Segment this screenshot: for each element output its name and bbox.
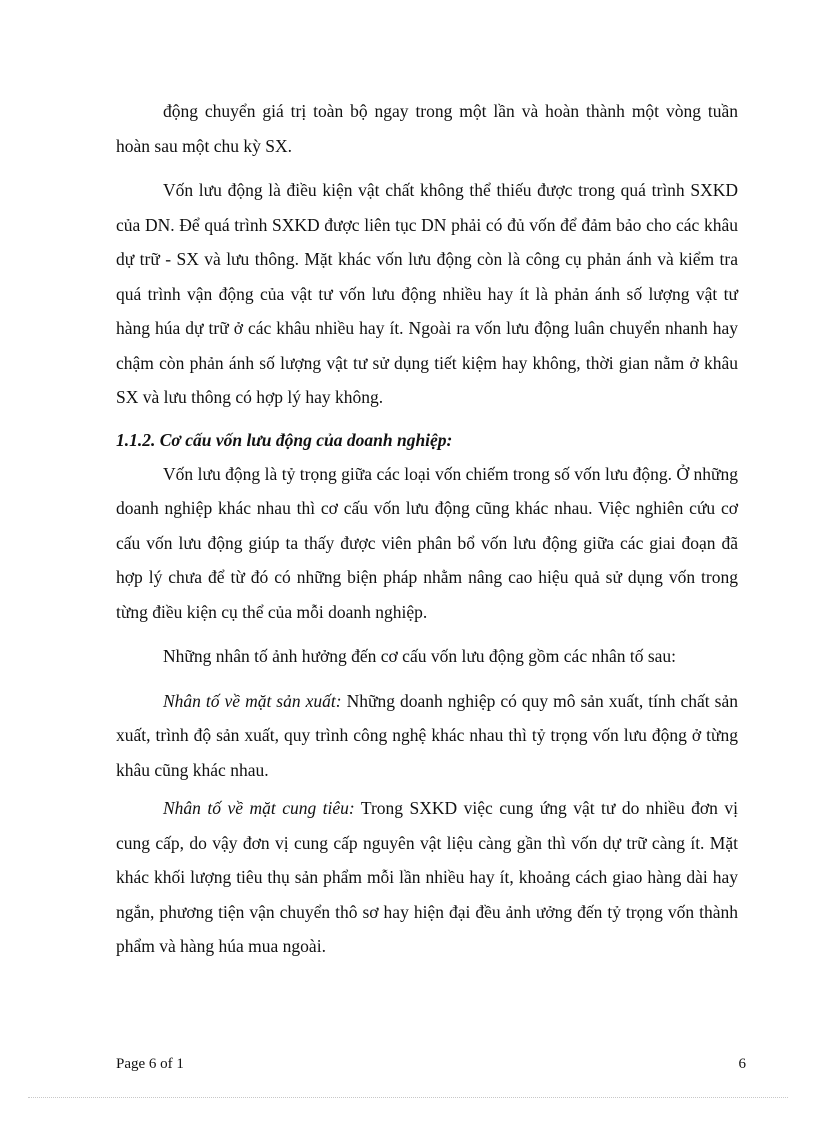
paragraph-6	[116, 791, 738, 964]
footer-page-label: Page 6 of 1	[116, 1056, 184, 1072]
paragraph-5-label: Nhân tố về mặt sản xuất:	[163, 690, 342, 711]
paragraph-5-text: Những doanh nghiệp có quy mô sản xuất, tính chất sản xuất, trình độ sản xuất, quy trình công nghệ khác nhau thì tỷ trọng vốn lưu động ở từng khâu cũng khác nhau.	[116, 690, 738, 780]
section-heading: 1.1.2. Cơ cấu vốn lưu động của doanh nghiệp:	[116, 429, 453, 450]
paragraph-4: Những nhân tố ảnh hưởng đến cơ cấu vốn lưu động gồm các nhân tố sau:	[163, 646, 677, 666]
paragraph-2: Vốn lưu động là điều kiện vật chất không thể thiếu được trong quá trình SXKD của DN. Để quá trình SXKD được liên tục DN phải có đủ vốn để đảm bảo cho các khâu dự trữ - SX và lưu thông. Mặt khác vốn lưu động còn là công cụ phản ánh và kiểm tra quá trình vận động của vật tư vốn lưu động nhiều hay ít là phản ánh số lượng vật tư hàng húa dự trữ ở các khâu nhiều hay ít. Ngoài ra vốn lưu động luân chuyển nhanh hay chậm còn phản ánh số lượng vật tư sử dụng tiết kiệm hay không, thời gian nằm ở khâu SX và lưu thông có hợp lý hay không.	[116, 180, 738, 407]
paragraph-6-label: Nhân tố về mặt cung tiêu:	[163, 798, 355, 818]
document-body	[116, 94, 738, 964]
paragraph-3: Vốn lưu động là tỷ trọng giữa các loại vốn chiếm trong số vốn lưu động. Ở những doanh nghiệp khác nhau thì cơ cấu vốn lưu động cũng khác nhau. Việc nghiên cứu cơ cấu vốn lưu động giúp ta thấy được viên phân bổ vốn lưu động giữa các giai đoạn đã hợp lý chưa để từ đó có những biện pháp nhằm nâng cao hiệu quả sử dụng vốn trong từng điều kiện cụ thể của mỗi doanh nghiệp.	[116, 463, 738, 622]
paragraph-6-text: Trong SXKD việc cung ứng vật tư do nhiều đơn vị cung cấp, do vậy đơn vị cung cấp nguyên vật liệu càng gần thì vốn dự trữ càng ít. Mặt khác khối lượng tiêu thụ sản phẩm mỗi lần nhiều hay ít, khoảng cách giao hàng dài hay ngắn, phương tiện vận chuyển thô sơ hay hiện đại đều ảnh ưởng đến tỷ trọng vốn thành phẩm và hàng húa mua ngoài.	[116, 798, 738, 956]
paragraph-1: động chuyển giá trị toàn bộ ngay trong một lần và hoàn thành một vòng tuần hoàn sau một chu kỳ SX.	[116, 101, 738, 156]
page-bottom-divider	[28, 1097, 788, 1098]
footer-page-number: 6	[738, 1056, 746, 1072]
paragraph-5	[116, 684, 738, 788]
